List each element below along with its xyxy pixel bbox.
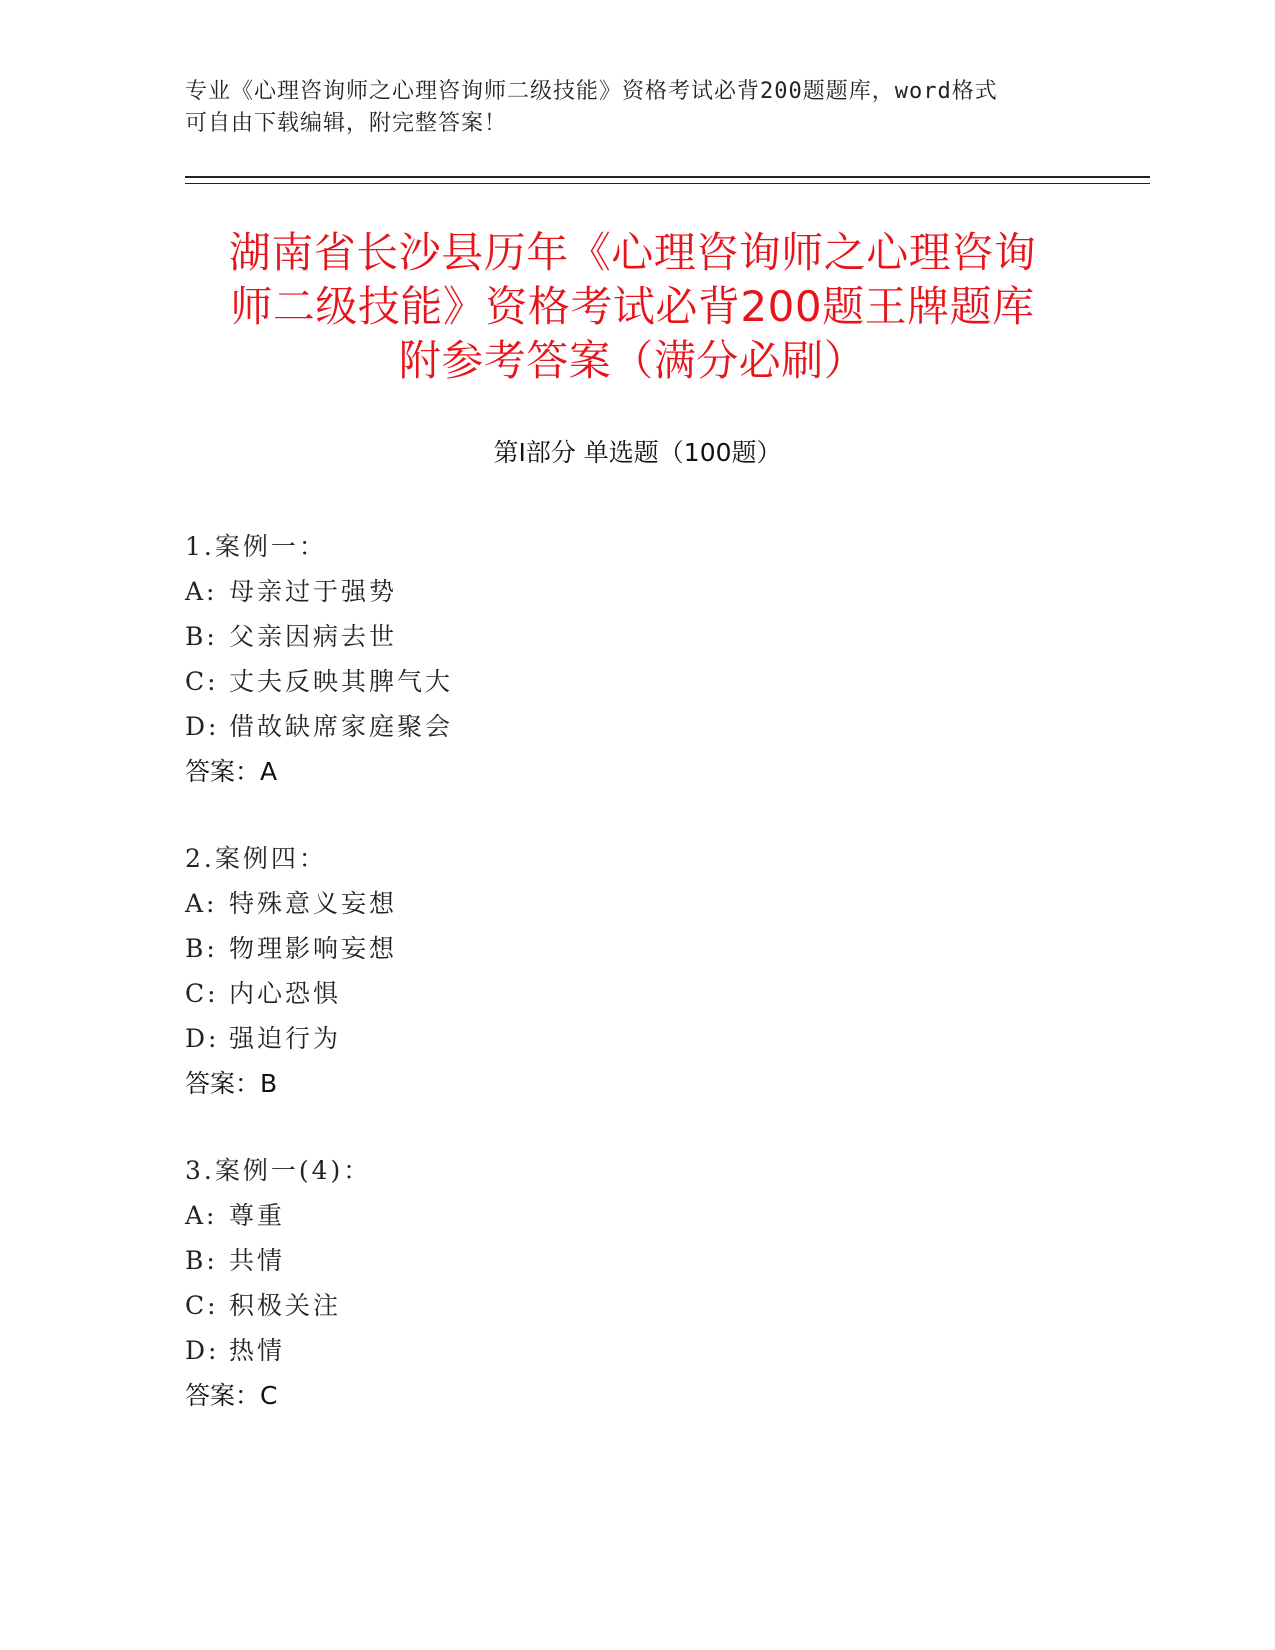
header-note-line-2: 可自由下载编辑，附完整答案！ (185, 111, 508, 136)
option-text: 物理影响妄想 (229, 934, 398, 963)
option-c (185, 1283, 1085, 1328)
document-title-line-3: 附参考答案（满分必刷） (398, 336, 867, 385)
document-title-line-1: 湖南省长沙县历年《心理咨询师之心理咨询 (228, 228, 1037, 277)
option-c (185, 659, 1085, 704)
question-stem: 1.案例一： (185, 532, 327, 561)
option-d (185, 1016, 1085, 1061)
option-text: 父亲因病去世 (229, 622, 398, 651)
option-text: 内心恐惧 (229, 979, 342, 1008)
option-letter: A: (185, 577, 218, 606)
section-title: 第Ⅰ部分 单选题（100题） (493, 438, 782, 467)
option-a (185, 881, 1085, 926)
question-stem: 3.案例一(4)： (185, 1156, 372, 1185)
option-a (185, 1193, 1085, 1238)
header-note (185, 76, 1065, 140)
option-letter: C: (185, 979, 219, 1008)
option-text: 特殊意义妄想 (229, 889, 398, 918)
option-letter: A: (185, 889, 218, 918)
option-letter: C: (185, 667, 219, 696)
document-title-line-2: 师二级技能》资格考试必背200题王牌题库 (230, 282, 1035, 331)
option-letter: A: (185, 1201, 218, 1230)
answer: 答案：C (185, 1381, 278, 1410)
answer: 答案：B (185, 1069, 278, 1098)
option-text: 尊重 (229, 1201, 286, 1230)
option-text: 借故缺席家庭聚会 (229, 712, 454, 741)
question-list (185, 524, 1085, 1460)
header-divider-thick (185, 176, 1150, 178)
option-text: 积极关注 (229, 1291, 342, 1320)
question-3 (185, 1148, 1085, 1418)
question-1 (185, 524, 1085, 794)
option-text: 强迫行为 (229, 1024, 342, 1053)
option-a (185, 569, 1085, 614)
option-b (185, 926, 1085, 971)
option-d (185, 704, 1085, 749)
document-title (185, 226, 1080, 388)
option-letter: D: (185, 712, 220, 741)
option-letter: D: (185, 1024, 220, 1053)
header-divider-thin (185, 183, 1150, 184)
option-text: 热情 (229, 1336, 286, 1365)
question-stem: 2.案例四： (185, 844, 327, 873)
option-letter: B: (185, 934, 218, 963)
option-text: 共情 (229, 1246, 286, 1275)
option-letter: D: (185, 1336, 220, 1365)
answer: 答案：A (185, 757, 278, 786)
question-2 (185, 836, 1085, 1106)
option-text: 丈夫反映其脾气大 (229, 667, 454, 696)
option-d (185, 1328, 1085, 1373)
option-b (185, 1238, 1085, 1283)
option-text: 母亲过于强势 (229, 577, 398, 606)
option-letter: B: (185, 622, 218, 651)
option-b (185, 614, 1085, 659)
option-letter: B: (185, 1246, 218, 1275)
option-letter: C: (185, 1291, 219, 1320)
option-c (185, 971, 1085, 1016)
header-note-line-1: 专业《心理咨询师之心理咨询师二级技能》资格考试必背200题题库，word格式 (185, 79, 998, 104)
